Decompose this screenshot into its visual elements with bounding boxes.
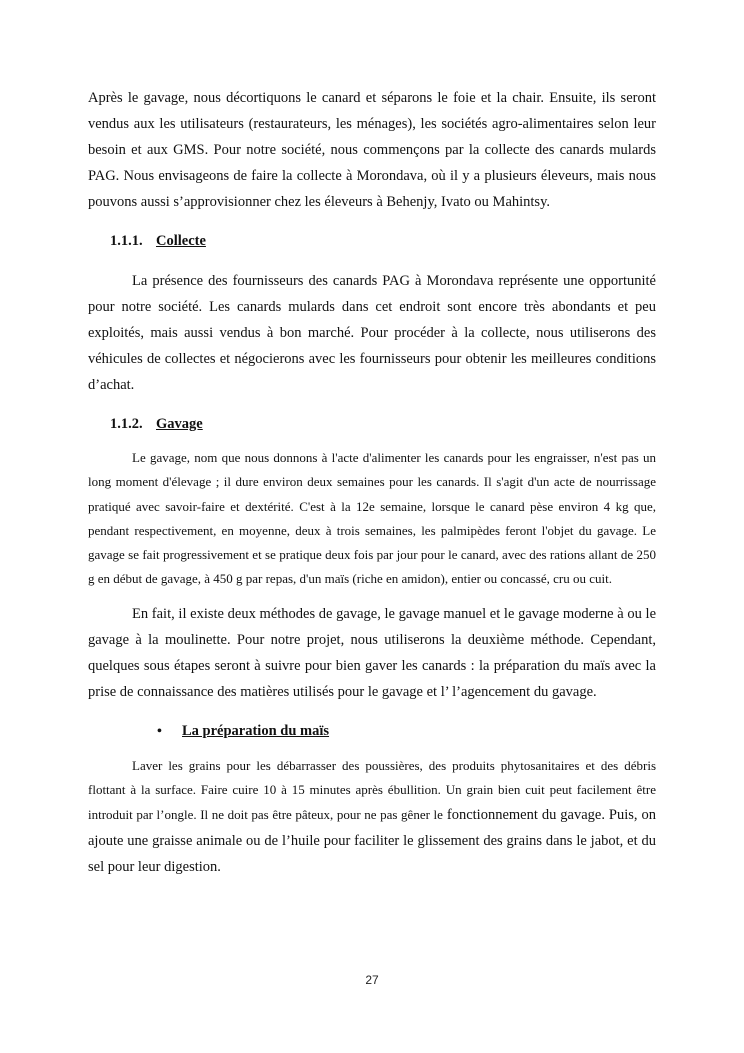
bullet-heading-preparation — [157, 718, 656, 745]
document-page — [88, 85, 656, 880]
bullet-icon: • — [157, 723, 162, 739]
preparation-paragraph — [88, 754, 656, 881]
section-number: 1.1.1. — [110, 233, 143, 249]
bullet-title: La préparation du maïs — [182, 722, 330, 739]
section-heading-gavage — [110, 411, 656, 437]
section-heading-collecte — [110, 228, 656, 254]
section-number: 1.1.2. — [110, 416, 143, 432]
section-title: Collecte — [156, 233, 206, 249]
collecte-paragraph: La présence des fournisseurs des canards PAG à Morondava représente une opportunité pour notre société. Les canards mulards dans cet endroit sont encore très abondants et peu exploités, mais aussi vendus à bon marché. Pour procéder à la collecte, nous utiliserons des véhicules de collectes et négocierons avec les fournisseurs pour obtenir les meilleures conditions d’achat. — [88, 273, 656, 393]
methodes-paragraph: En fait, il existe deux méthodes de gavage, le gavage manuel et le gavage moderne à ou le gavage à la moulinette. Pour notre projet, nous utiliserons la deuxième méthode. Cependant, quelques sous étapes seront à suivre pour bien gaver les canards : la préparation du maïs avec la prise de connaissance des matières utilisés pour le gavage et l’ l’agencement du gavage. — [88, 605, 656, 700]
intro-paragraph: Après le gavage, nous décortiquons le canard et séparons le foie et la chair. Ensuite, ils seront vendus aux les utilisateurs (restaurateurs, les ménages), les sociétés agro-alimentaires selon leur besoin et aux GMS. Pour notre société, nous commençons par la collecte des canards mulards PAG. Nous envisageons de faire la collecte à Morondava, où il y a plusieurs éleveurs, mais nous pouvons aussi s’approvisionner chez les éleveurs à Behenjy, Ivato ou Mahintsy. — [88, 90, 656, 210]
preparation-text-large: fonctionnement du gavage. Puis, on ajoute une graisse animale ou de l’huile pour faciliter le glissement des grains dans le jabot, et du sel pour leur digestion. — [88, 807, 657, 876]
gavage-paragraph: Le gavage, nom que nous donnons à l'acte d'alimenter les canards pour les engraisser, n'est pas un long moment d'élevage ; il dure environ deux semaines pour les canards. Il s'agit d'un acte de nourrissage pratiqué avec savoir-faire et dextérité. C'est à la 12e semaine, lorsque le canard pèse environ 4 kg que, pendant respectivement, en moyenne, deux à trois semaines, les palmipèdes feront l'objet du gavage. Le gavage se fait progressivement et se pratique deux fois par jour pour le canard, avec des rations allant de 250 g en début de gavage, à 450 g par repas, d'un maïs (riche en amidon), entier ou concassé, cru ou cuit. — [88, 450, 656, 587]
section-title: Gavage — [156, 416, 203, 432]
page-number: 27 — [365, 973, 379, 987]
preparation-text-small: Laver les grains pour les débarrasser des poussières, des produits phytosanitaires et des débris flottant à la surface. Faire cuire 10 à 15 minutes après ébullition. Un grain bien cuit peut facilement être introduit par l’ongle. Il ne doit pas être pâteux, pour ne pas gêner le — [88, 757, 656, 823]
